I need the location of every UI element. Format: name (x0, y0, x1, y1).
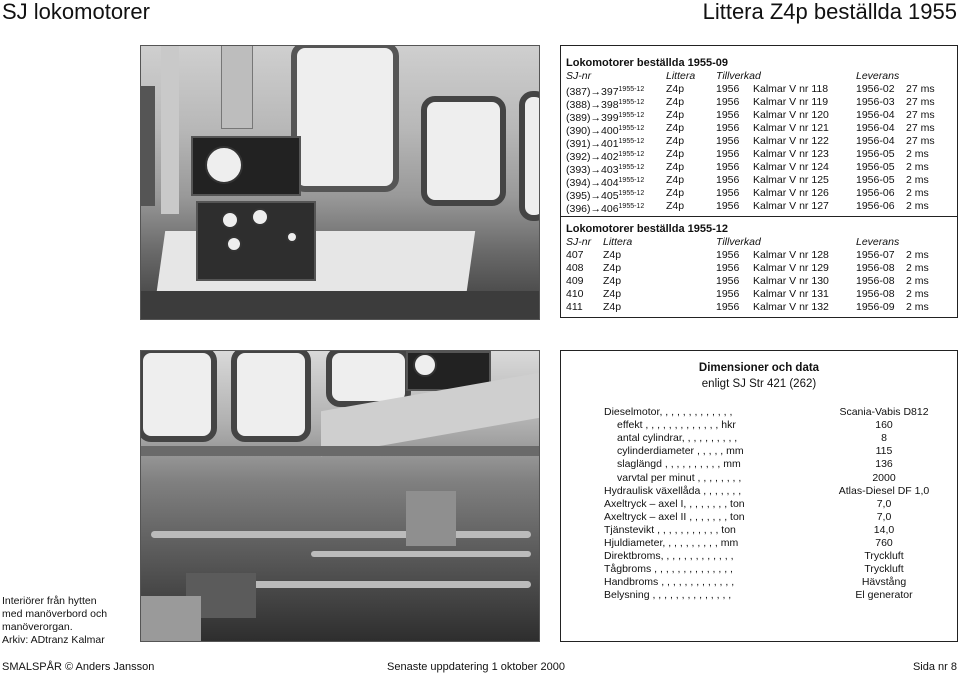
maker-cell: Kalmar V nr 124 (753, 161, 829, 173)
sj-nr-cell: 407 (566, 249, 584, 261)
dimension-value: 760 (875, 537, 893, 549)
dimension-label: Direktbroms, , , , , , , , , , , , , (604, 550, 734, 563)
table-row (566, 301, 957, 314)
year-cell: 1956 (716, 83, 740, 95)
dimension-value: 7,0 (876, 497, 892, 510)
dimension-row (604, 511, 944, 524)
sj-nr-cell: 409 (566, 275, 584, 287)
col-leverans: Leverans (856, 70, 900, 82)
page-title-left: SJ lokomotorer (2, 0, 150, 24)
dimension-value: Hävstång (861, 576, 907, 589)
depot-cell: 27 ms (906, 109, 935, 121)
dimension-value: 8 (881, 432, 887, 445)
renumber-date: 1955-12 (618, 151, 645, 158)
dimension-label: Hydraulisk växellåda , , , , , , , (604, 484, 742, 497)
depot-cell: 2 ms (906, 288, 929, 300)
renumber-date: 1955-12 (618, 164, 645, 171)
delivery-cell: 1956-06 (856, 200, 895, 212)
table-row (566, 122, 957, 135)
table-row (566, 148, 957, 161)
footer-copyright: SMALSPÅR © Anders Jansson (2, 661, 155, 673)
footer-updated: Senaste uppdatering 1 oktober 2000 (387, 661, 565, 673)
dimension-value: 14,0 (873, 523, 895, 536)
littera-cell: Z4p (666, 161, 685, 173)
orders-1955-12-table (560, 217, 958, 318)
dimension-row (604, 419, 944, 432)
dimension-value: 160 (875, 419, 893, 432)
table-header (566, 236, 957, 249)
table-row (566, 187, 957, 200)
year-cell: 1956 (716, 200, 740, 212)
renumber-date: 1955-12 (618, 177, 645, 184)
col-leverans: Leverans (856, 236, 900, 248)
col-sj-nr: SJ-nr (566, 70, 592, 82)
dimension-row (604, 406, 944, 419)
delivery-cell: 1956-08 (856, 288, 895, 300)
footer-page-number: Sida nr 8 (912, 661, 957, 673)
dimension-label: Tågbroms , , , , , , , , , , , , , , (604, 563, 733, 576)
delivery-cell: 1956-04 (856, 135, 895, 147)
dimension-row (604, 537, 944, 550)
depot-cell: 27 ms (906, 83, 935, 95)
year-cell: 1956 (716, 174, 740, 186)
delivery-cell: 1956-05 (856, 161, 895, 173)
table-row (566, 96, 957, 109)
renumber-date: 1955-12 (618, 203, 645, 210)
dimension-label: Axeltryck – axel II , , , , , , , ton (604, 510, 745, 523)
dimension-row (604, 432, 944, 445)
dimension-row (604, 550, 944, 563)
dimension-value: 136 (875, 458, 893, 471)
dimension-label: Dieselmotor, , , , , , , , , , , , , (604, 406, 733, 418)
dimension-row (604, 472, 944, 485)
renumber-date: 1955-12 (618, 138, 645, 145)
table-row (566, 161, 957, 174)
depot-cell: 2 ms (906, 275, 929, 287)
table-row (566, 288, 957, 301)
orders-1955-09-table (560, 45, 958, 217)
sj-nr-cell: $(387)\to 397^{1955-12}$ (566, 86, 645, 98)
caption-line: med manöverbord och (2, 608, 108, 620)
dimension-row (604, 576, 944, 589)
table-row (566, 200, 957, 213)
delivery-cell: 1956-02 (856, 83, 895, 95)
year-cell: 1956 (716, 96, 740, 108)
depot-cell: 27 ms (906, 135, 935, 147)
dimension-value: Scania-Vabis D812 (839, 406, 929, 418)
year-cell: 1956 (716, 275, 740, 287)
delivery-cell: 1956-03 (856, 96, 895, 108)
maker-cell: Kalmar V nr 126 (753, 187, 829, 199)
sj-nr-cell: $(390)\to 400^{1955-12}$ (566, 125, 645, 137)
dimension-label: cylinderdiameter , , , , , mm (617, 445, 744, 458)
caption-credit: Arkiv: ADtranz Kalmar (2, 634, 105, 646)
dimension-value: Tryckluft (864, 550, 904, 563)
dimension-row (604, 563, 944, 576)
littera-cell: Z4p (666, 148, 685, 160)
littera-cell: Z4p (666, 200, 685, 212)
depot-cell: 27 ms (906, 122, 935, 134)
delivery-cell: 1956-05 (856, 148, 895, 160)
littera-cell: Z4p (666, 96, 685, 108)
table-row (566, 83, 957, 96)
sj-nr-cell: 408 (566, 262, 584, 274)
dimension-label: Hjuldiameter, , , , , , , , , , mm (604, 537, 739, 549)
delivery-cell: 1956-08 (856, 262, 895, 274)
table-row (566, 174, 957, 187)
maker-cell: Kalmar V nr 129 (753, 262, 829, 274)
depot-cell: 2 ms (906, 148, 929, 160)
cab-interior-photo (140, 350, 540, 642)
year-cell: 1956 (716, 148, 740, 160)
col-tillverkad: Tillverkad (716, 70, 761, 82)
maker-cell: Kalmar V nr 120 (753, 109, 829, 121)
littera-cell: Z4p (603, 288, 622, 300)
year-cell: 1956 (716, 301, 740, 313)
maker-cell: Kalmar V nr 130 (753, 275, 829, 287)
dimension-row (604, 589, 944, 602)
dimension-label: Tjänstevikt , , , , , , , , , , , ton (604, 523, 736, 536)
depot-cell: 2 ms (906, 262, 929, 274)
dimensions-subtitle: enligt SJ Str 421 (262) (701, 378, 817, 390)
dimension-value: El generator (855, 589, 913, 602)
dimension-label: Axeltryck – axel I, , , , , , , , ton (604, 497, 745, 510)
caption-line: manöverorgan. (2, 621, 73, 633)
delivery-cell: 1956-08 (856, 275, 895, 287)
maker-cell: Kalmar V nr 121 (753, 122, 829, 134)
cab-control-panel-photo (140, 45, 540, 320)
year-cell: 1956 (716, 249, 740, 261)
table-title: Lokomotorer beställda 1955-09 (566, 57, 729, 69)
dimension-label: effekt , , , , , , , , , , , , , hkr (617, 419, 736, 432)
maker-cell: Kalmar V nr 123 (753, 148, 829, 160)
dimension-row (604, 524, 944, 537)
dimension-row (604, 458, 944, 471)
col-sj-nr: SJ-nr (566, 236, 592, 248)
littera-cell: Z4p (666, 122, 685, 134)
maker-cell: Kalmar V nr 127 (753, 200, 829, 212)
dimension-value: 115 (875, 445, 893, 458)
depot-cell: 2 ms (906, 187, 929, 199)
year-cell: 1956 (716, 262, 740, 274)
littera-cell: Z4p (666, 187, 685, 199)
depot-cell: 2 ms (906, 174, 929, 186)
dimension-label: slaglängd , , , , , , , , , , mm (617, 458, 741, 471)
table-header (566, 70, 957, 83)
littera-cell: Z4p (666, 135, 685, 147)
renumber-date: 1955-12 (618, 125, 645, 132)
maker-cell: Kalmar V nr 118 (753, 83, 829, 95)
sj-nr-cell: $(395)\to 405^{1955-12}$ (566, 190, 645, 202)
page-title-right: Littera Z4p beställda 1955 (702, 0, 957, 24)
sj-nr-cell: $(392)\to 402^{1955-12}$ (566, 151, 645, 163)
dimensions-title: Dimensioner och data (698, 362, 820, 374)
littera-cell: Z4p (666, 83, 685, 95)
maker-cell: Kalmar V nr 131 (753, 288, 829, 300)
littera-cell: Z4p (603, 301, 622, 313)
delivery-cell: 1956-04 (856, 122, 895, 134)
maker-cell: Kalmar V nr 132 (753, 301, 829, 313)
dimension-label: antal cylindrar, , , , , , , , , , (617, 432, 738, 445)
col-littera: Littera (666, 70, 696, 82)
sj-nr-cell: 410 (566, 288, 584, 300)
table-title: Lokomotorer beställda 1955-12 (566, 223, 729, 235)
renumber-date: 1955-12 (618, 99, 645, 106)
year-cell: 1956 (716, 288, 740, 300)
table-row (566, 275, 957, 288)
littera-cell: Z4p (603, 262, 622, 274)
maker-cell: Kalmar V nr 122 (753, 135, 829, 147)
delivery-cell: 1956-06 (856, 187, 895, 199)
sj-nr-cell: $(396)\to 406^{1955-12}$ (566, 203, 645, 215)
dimension-label: Belysning , , , , , , , , , , , , , , (604, 589, 732, 602)
depot-cell: 2 ms (906, 200, 929, 212)
dimension-row (604, 445, 944, 458)
sj-nr-cell: $(393)\to 403^{1955-12}$ (566, 164, 645, 176)
dimension-label: Handbroms , , , , , , , , , , , , , (604, 576, 735, 589)
delivery-cell: 1956-04 (856, 109, 895, 121)
caption-line: Interiörer från hytten (2, 595, 97, 607)
col-littera: Littera (603, 236, 633, 248)
maker-cell: Kalmar V nr 128 (753, 249, 829, 261)
renumber-date: 1955-12 (618, 86, 645, 93)
littera-cell: Z4p (666, 174, 685, 186)
sj-nr-cell: $(391)\to 401^{1955-12}$ (566, 138, 645, 150)
dimension-row (604, 485, 944, 498)
depot-cell: 2 ms (906, 301, 929, 313)
delivery-cell: 1956-09 (856, 301, 895, 313)
littera-cell: Z4p (666, 109, 685, 121)
col-tillverkad: Tillverkad (716, 236, 761, 248)
depot-cell: 2 ms (906, 161, 929, 173)
year-cell: 1956 (716, 187, 740, 199)
dimensions-box (560, 350, 958, 642)
maker-cell: Kalmar V nr 125 (753, 174, 829, 186)
sj-nr-cell: 411 (566, 301, 583, 313)
table-row (566, 109, 957, 122)
dimension-row (604, 498, 944, 511)
dimension-value: 7,0 (876, 510, 892, 523)
table-row (566, 262, 957, 275)
maker-cell: Kalmar V nr 119 (753, 96, 829, 108)
depot-cell: 27 ms (906, 96, 935, 108)
year-cell: 1956 (716, 135, 740, 147)
delivery-cell: 1956-07 (856, 249, 895, 261)
renumber-date: 1955-12 (618, 190, 645, 197)
year-cell: 1956 (716, 161, 740, 173)
dimension-value: Tryckluft (864, 563, 904, 576)
dimension-value: 2000 (872, 471, 896, 484)
table-row (566, 135, 957, 148)
depot-cell: 2 ms (906, 249, 929, 261)
table-row (566, 249, 957, 262)
littera-cell: Z4p (603, 249, 622, 261)
sj-nr-cell: $(388)\to 398^{1955-12}$ (566, 99, 645, 111)
photo-caption (2, 595, 132, 647)
year-cell: 1956 (716, 109, 740, 121)
delivery-cell: 1956-05 (856, 174, 895, 186)
littera-cell: Z4p (603, 275, 622, 287)
renumber-date: 1955-12 (618, 112, 645, 119)
dimension-label: varvtal per minut , , , , , , , , (617, 471, 742, 484)
year-cell: 1956 (716, 122, 740, 134)
dimension-value: Atlas-Diesel DF 1,0 (838, 484, 930, 497)
sj-nr-cell: $(394)\to 404^{1955-12}$ (566, 177, 645, 189)
sj-nr-cell: $(389)\to 399^{1955-12}$ (566, 112, 645, 124)
